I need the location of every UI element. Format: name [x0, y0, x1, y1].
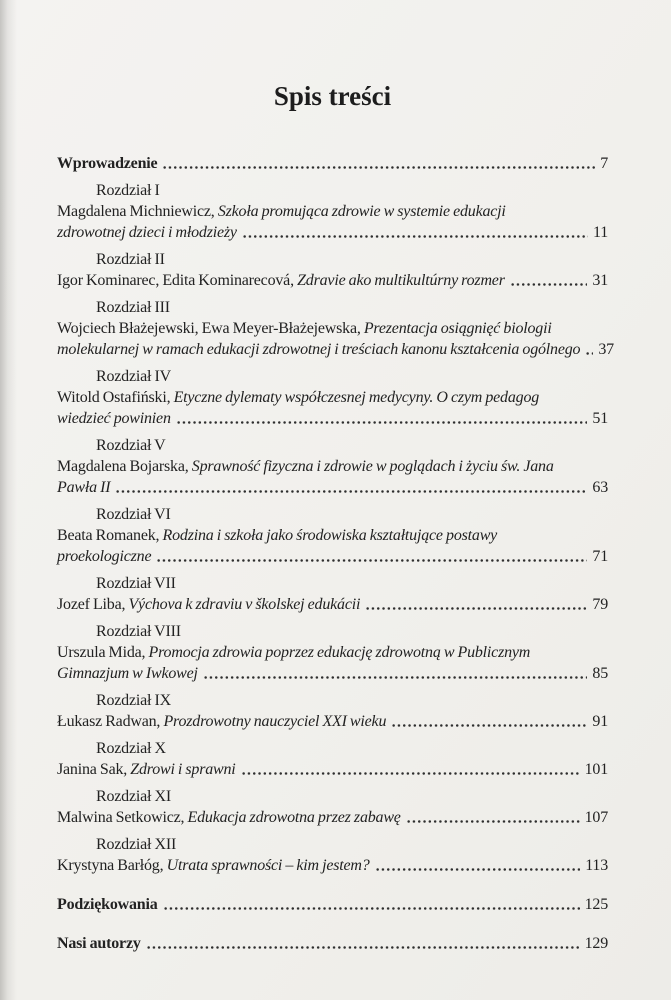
dot-leader: [115, 489, 587, 494]
entry-line: [57, 642, 608, 663]
toc-chapter-entry: [57, 435, 608, 498]
entry-text: Szkoła promująca zdrowie w systemie edukacji: [217, 203, 506, 221]
page-number: 107: [584, 809, 608, 827]
chapter-heading: Rozdział IV: [96, 368, 171, 386]
page-number: 101: [584, 761, 608, 779]
entry-last-line: [57, 546, 608, 567]
toc-chapter-entry: [57, 690, 608, 732]
entry-text-group: [57, 663, 198, 684]
entry-text: Witold Ostafiński,: [57, 389, 174, 407]
entry-text: Gimnazjum w Iwkowej: [57, 665, 198, 683]
entry-line: [57, 456, 608, 477]
entry-line: [57, 525, 608, 546]
entry-text-group: [57, 477, 110, 498]
entry-text: proekologiczne: [57, 548, 152, 566]
entry-last-line: [57, 663, 608, 684]
section-label: Nasi autorzy: [57, 935, 141, 953]
entry-text: molekularnej w ramach edukacji zdrowotnej i treściach kanonu kształcenia ogólnego: [57, 341, 581, 359]
page-number: 51: [592, 410, 608, 428]
entry-text-group: [57, 408, 171, 429]
toc-chapter-entry: [57, 786, 608, 828]
dot-leader: [365, 606, 587, 611]
chapter-heading: Rozdział III: [96, 299, 170, 317]
page-number: 91: [592, 713, 608, 731]
dot-leader: [163, 906, 580, 911]
section-label: Wprowadzenie: [57, 155, 158, 173]
entry-text: Výchova k zdraviu v školskej edukácii: [128, 596, 361, 614]
entry-text-group: [57, 546, 151, 567]
entry-text-group: [57, 711, 386, 732]
entry-text: Krystyna Barłóg,: [57, 857, 167, 875]
entry-last-line: [57, 339, 614, 360]
chapter-heading: Rozdział VI: [96, 506, 171, 524]
entry-last-line: [57, 594, 608, 615]
entry-last-line: [57, 222, 608, 243]
entry-text: Promocja zdrowia poprzez edukację zdrowotną w Publicznym: [148, 644, 531, 662]
chapter-heading: Rozdział I: [96, 182, 160, 200]
entry-text-group: [57, 759, 236, 780]
entry-text: Sprawność fizyczna i zdrowie w poglądach i życiu św. Jana: [191, 458, 554, 476]
dot-leader: [162, 165, 595, 170]
chapter-heading: Rozdział XI: [96, 788, 171, 806]
entry-last-line: [57, 711, 608, 732]
dot-leader: [203, 675, 588, 680]
chapter-heading: Rozdział V: [96, 437, 166, 455]
dot-leader: [406, 819, 580, 824]
page-number: 31: [592, 272, 608, 290]
page-number: 113: [585, 857, 608, 875]
dot-leader: [510, 282, 588, 287]
entry-line: [57, 387, 608, 408]
entry-text: Zdrowi i sprawni: [130, 761, 236, 779]
entry-text: Jozef Liba,: [57, 596, 129, 614]
entry-text: Łukasz Radwan,: [57, 713, 164, 731]
page-number: 37: [598, 341, 614, 359]
dot-leader: [156, 558, 587, 563]
page-number: 7: [600, 155, 608, 173]
entry-text-group: [57, 594, 360, 615]
entry-text: Beata Romanek,: [57, 527, 163, 545]
entry-last-line: [57, 807, 608, 828]
page-title: Spis treści: [273, 81, 392, 111]
page-number: 63: [592, 479, 608, 497]
entry-text: Malwina Setkowicz,: [57, 809, 188, 827]
entry-text: Magdalena Michniewicz,: [57, 203, 218, 221]
chapter-heading: Rozdział IX: [96, 692, 171, 710]
entry-last-line: [57, 408, 608, 429]
entry-text-group: [57, 339, 580, 360]
toc-chapter-entry: [57, 738, 608, 780]
toc-section-entry: [57, 933, 608, 954]
entry-text: Igor Kominarec, Edita Kominarecová,: [57, 272, 298, 290]
entry-text: Urszula Mida,: [57, 644, 149, 662]
chapter-heading: Rozdział XII: [96, 836, 177, 854]
entry-text: Magdalena Bojarska,: [57, 458, 192, 476]
entry-last-line: [57, 759, 608, 780]
entry-last-line: [57, 270, 608, 291]
section-label: Podziękowania: [57, 896, 158, 914]
toc-section-entry: [57, 894, 608, 915]
dot-leader: [242, 234, 588, 239]
page-number: 129: [584, 935, 608, 953]
entry-line: [57, 318, 608, 339]
entry-text: Pawła II: [57, 479, 111, 497]
dot-leader: [391, 723, 587, 728]
chapter-heading: Rozdział X: [96, 740, 166, 758]
entry-text: Zdravie ako multikultúrny rozmer: [297, 272, 505, 290]
chapter-heading: Rozdział VII: [96, 575, 176, 593]
entry-text: Etyczne dylematy współczesnej medycyny. O czym pedagog: [173, 389, 540, 407]
entry-text: Edukacja zdrowotna przez zabawę: [187, 809, 401, 827]
entry-text: Prozdrowotny nauczyciel XXI wieku: [163, 713, 387, 731]
page-number: 11: [592, 224, 608, 242]
chapter-heading: Rozdział II: [96, 251, 165, 269]
entry-text-group: [57, 270, 505, 291]
toc-section-entry: [57, 153, 608, 174]
toc-chapter-entry: [57, 180, 608, 243]
dot-leader: [176, 420, 588, 425]
entry-line: [57, 201, 608, 222]
entry-text-group: [57, 807, 401, 828]
entry-last-line: [57, 477, 608, 498]
entry-text-group: [57, 222, 237, 243]
entry-text-group: [57, 855, 370, 876]
dot-leader: [585, 351, 593, 356]
toc-list: [57, 153, 614, 954]
chapter-heading: Rozdział VIII: [96, 623, 181, 641]
entry-text: Utrata sprawności – kim jestem?: [166, 857, 370, 875]
page-number: 71: [592, 548, 608, 566]
toc-chapter-entry: [57, 834, 608, 876]
toc-chapter-entry: [57, 249, 608, 291]
toc-chapter-entry: [57, 621, 608, 684]
page-number: 125: [584, 896, 608, 914]
entry-text: Prezentacja osiągnięć biologii: [363, 320, 552, 338]
dot-leader: [375, 867, 581, 872]
dot-leader: [241, 771, 580, 776]
toc-chapter-entry: [57, 366, 608, 429]
toc-chapter-entry: [57, 297, 614, 360]
entry-text: Janina Sak,: [57, 761, 131, 779]
entry-last-line: [57, 855, 608, 876]
entry-text: wiedzieć powinien: [57, 410, 171, 428]
toc-chapter-entry: [57, 573, 608, 615]
entry-text: Rodzina i szkoła jako środowiska kształtujące postawy: [162, 527, 498, 545]
dot-leader: [146, 945, 580, 950]
page-number: 85: [592, 665, 608, 683]
entry-text: Wojciech Błażejewski, Ewa Meyer-Błażejewska,: [57, 320, 364, 338]
toc-chapter-entry: [57, 504, 608, 567]
page-number: 79: [592, 596, 608, 614]
entry-text: zdrowotnej dzieci i młodzieży: [57, 224, 237, 242]
